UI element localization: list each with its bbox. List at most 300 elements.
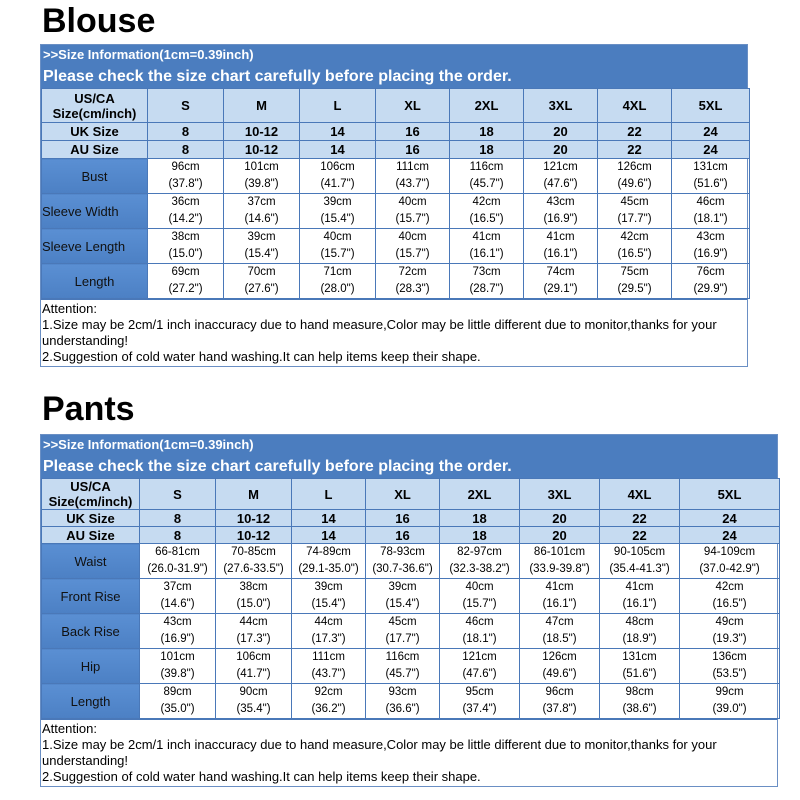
inch-value: (32.3-38.2") [449,563,510,575]
measure-cell [140,579,216,614]
table-row [42,579,780,614]
measure-cell [680,544,780,579]
inch-value: (15.7") [395,213,430,225]
cm-value: 116cm [469,161,504,173]
measure-cell [376,264,450,299]
au-size-value: 16 [366,527,440,544]
size-info-text: >>Size Information(1cm=0.39inch) [43,47,254,62]
table-row [42,159,750,194]
cm-value: 121cm [462,651,497,663]
measure-cell [440,649,520,684]
cm-value: 131cm [693,161,728,173]
measure-cell [376,194,450,229]
inch-value: (29.9") [693,283,728,295]
inch-value: (19.3") [712,633,747,645]
size-header: S [140,479,216,510]
size-header: L [300,89,376,123]
measure-label: Length [42,264,148,299]
uk-size-value: 8 [140,510,216,527]
cm-value: 111cm [396,161,429,173]
uk-size-value: 22 [598,123,672,141]
table-row [42,264,750,299]
inch-value: (33.9-39.8") [529,563,590,575]
cm-value: 47cm [545,616,574,628]
size-info-banner [41,45,747,88]
cm-value: 136cm [712,651,747,663]
header-label: US/CA Size(cm/inch) [42,479,140,510]
size-header: 4XL [598,89,672,123]
attention-line: 2.Suggestion of cold water hand washing.It can help items keep their shape. [42,349,481,364]
cm-value: 95cm [465,686,494,698]
inch-value: (18.5") [542,633,577,645]
cm-value: 93cm [388,686,417,698]
measure-cell [672,194,750,229]
cm-value: 99cm [715,686,744,698]
measure-cell [148,264,224,299]
pants-size-chart [40,434,778,787]
inch-value: (51.6") [622,668,657,680]
measure-cell [300,229,376,264]
attention-line: Attention: [42,721,97,736]
cm-value: 116cm [385,651,420,663]
measure-cell [376,229,450,264]
measure-cell [366,544,440,579]
measure-cell [672,229,750,264]
measure-cell [140,649,216,684]
notice-text: Please check the size chart carefully before placing the order. [43,68,512,85]
measure-label: Back Rise [42,614,140,649]
measure-cell [440,614,520,649]
inch-value: (18.1") [462,633,497,645]
cm-value: 106cm [236,651,271,663]
cm-value: 38cm [171,231,200,243]
cm-value: 49cm [715,616,744,628]
inch-value: (43.7") [311,668,346,680]
measure-cell [140,544,216,579]
inch-value: (15.4") [311,598,346,610]
au-size-value: 16 [376,141,450,159]
measure-cell [520,614,600,649]
inch-value: (47.6") [462,668,497,680]
inch-value: (39.8") [160,668,195,680]
measure-cell [216,649,292,684]
uk-size-value: 10-12 [216,510,292,527]
inch-value: (39.8") [244,178,279,190]
inch-value: (15.4") [244,248,279,260]
cm-value: 42cm [715,581,744,593]
inch-value: (16.1") [622,598,657,610]
measure-cell [292,649,366,684]
inch-value: (30.7-36.6") [372,563,433,575]
au-size-value: 14 [300,141,376,159]
inch-value: (17.3") [311,633,346,645]
measure-cell [366,649,440,684]
inch-value: (16.1") [543,248,578,260]
inch-value: (36.6") [385,703,420,715]
inch-value: (27.6-33.5") [223,563,284,575]
au-size-value: 24 [672,141,750,159]
uk-size-value: 10-12 [224,123,300,141]
inch-value: (26.0-31.9") [147,563,208,575]
inch-value: (15.7") [462,598,497,610]
uk-size-label: UK Size [42,510,140,527]
cm-value: 75cm [620,266,649,278]
cm-value: 41cm [472,231,501,243]
cm-value: 40cm [398,231,427,243]
cm-value: 70cm [247,266,276,278]
cm-value: 39cm [314,581,343,593]
table-row [42,614,780,649]
header-label: US/CA Size(cm/inch) [42,89,148,123]
cm-value: 37cm [163,581,192,593]
measure-cell [300,159,376,194]
inch-value: (53.5") [712,668,747,680]
measure-cell [520,579,600,614]
au-size-value: 8 [148,141,224,159]
au-size-value: 18 [450,141,524,159]
inch-value: (16.9") [543,213,578,225]
cm-value: 41cm [545,581,574,593]
measure-label: Front Rise [42,579,140,614]
cm-value: 46cm [465,616,494,628]
uk-size-value: 24 [672,123,750,141]
measure-cell [366,579,440,614]
cm-value: 40cm [323,231,352,243]
measure-cell [292,579,366,614]
table-row [42,194,750,229]
au-size-label: AU Size [42,527,140,544]
inch-value: (16.5") [617,248,652,260]
au-size-label: AU Size [42,141,148,159]
inch-value: (49.6") [542,668,577,680]
cm-value: 44cm [314,616,343,628]
au-size-value: 14 [292,527,366,544]
measure-cell [292,614,366,649]
measure-cell [600,614,680,649]
measure-label: Waist [42,544,140,579]
attention-line: 1.Size may be 2cm/1 inch inaccuracy due to hand measure,Color may be little different due to monitor,thanks for your understanding! [42,317,717,348]
inch-value: (14.2") [168,213,203,225]
measure-cell [440,579,520,614]
inch-value: (43.7") [395,178,430,190]
measure-label: Sleeve Width [42,194,148,229]
attention-line: Attention: [42,301,97,316]
inch-value: (15.0") [236,598,271,610]
au-size-value: 22 [598,141,672,159]
cm-value: 74cm [546,266,575,278]
blouse-title: Blouse [42,2,156,40]
measure-cell [224,264,300,299]
cm-value: 106cm [320,161,355,173]
inch-value: (16.9") [693,248,728,260]
inch-value: (37.0-42.9") [699,563,760,575]
uk-size-value: 14 [300,123,376,141]
inch-value: (27.2") [168,283,203,295]
measure-cell [224,229,300,264]
measure-cell [524,229,598,264]
cm-value: 92cm [314,686,343,698]
cm-value: 90-105cm [613,546,666,558]
size-header: 3XL [524,89,598,123]
measure-cell [520,684,600,719]
inch-value: (14.6") [160,598,195,610]
cm-value: 44cm [239,616,268,628]
uk-size-value: 20 [524,123,598,141]
inch-value: (29.1-35.0") [298,563,359,575]
cm-value: 42cm [620,231,649,243]
cm-value: 96cm [545,686,574,698]
uk-size-value: 22 [600,510,680,527]
inch-value: (47.6") [543,178,578,190]
cm-value: 78-93cm [380,546,425,558]
cm-value: 94-109cm [703,546,756,558]
measure-cell [680,649,780,684]
size-info-text: >>Size Information(1cm=0.39inch) [43,437,254,452]
size-header: 3XL [520,479,600,510]
cm-value: 126cm [617,161,652,173]
cm-value: 71cm [323,266,352,278]
measure-cell [224,159,300,194]
cm-value: 74-89cm [306,546,351,558]
uk-size-value: 18 [450,123,524,141]
cm-value: 72cm [398,266,427,278]
measure-cell [672,159,750,194]
size-header: 2XL [450,89,524,123]
cm-value: 36cm [171,196,200,208]
size-info-banner [41,435,777,478]
measure-cell [680,614,780,649]
cm-value: 41cm [546,231,575,243]
measure-cell [600,649,680,684]
inch-value: (29.1") [543,283,578,295]
inch-value: (14.6") [244,213,279,225]
measure-cell [598,194,672,229]
measure-cell [148,159,224,194]
measure-label: Sleeve Length [42,229,148,264]
cm-value: 89cm [163,686,192,698]
cm-value: 39cm [323,196,352,208]
uk-size-value: 16 [366,510,440,527]
cm-value: 45cm [388,616,417,628]
measure-cell [148,229,224,264]
inch-value: (17.7") [617,213,652,225]
table-row [42,649,780,684]
size-header: M [224,89,300,123]
table-row [42,544,780,579]
inch-value: (15.0") [168,248,203,260]
cm-value: 43cm [546,196,575,208]
uk-size-value: 20 [520,510,600,527]
inch-value: (29.5") [617,283,652,295]
inch-value: (27.6") [244,283,279,295]
inch-value: (41.7") [236,668,271,680]
uk-size-value: 18 [440,510,520,527]
cm-value: 39cm [388,581,417,593]
inch-value: (15.4") [385,598,420,610]
size-header: XL [376,89,450,123]
attention-line: 2.Suggestion of cold water hand washing.It can help items keep their shape. [42,769,481,784]
measure-cell [140,684,216,719]
inch-value: (16.1") [469,248,504,260]
inch-value: (37.4") [462,703,497,715]
size-header: 4XL [600,479,680,510]
cm-value: 42cm [472,196,501,208]
cm-value: 37cm [247,196,276,208]
pants-title: Pants [42,390,135,428]
cm-value: 45cm [620,196,649,208]
measure-cell [450,229,524,264]
measure-cell [680,684,780,719]
inch-value: (28.0") [320,283,355,295]
inch-value: (37.8") [542,703,577,715]
size-table [41,478,780,719]
measure-cell [216,614,292,649]
measure-cell [300,264,376,299]
measure-cell [600,579,680,614]
cm-value: 101cm [244,161,279,173]
inch-value: (16.5") [469,213,504,225]
cm-value: 73cm [472,266,501,278]
attention-line: 1.Size may be 2cm/1 inch inaccuracy due to hand measure,Color may be little different due to monitor,thanks for your understanding! [42,737,717,768]
measure-cell [216,579,292,614]
measure-cell [376,159,450,194]
size-header: L [292,479,366,510]
measure-cell [440,544,520,579]
measure-cell [216,544,292,579]
measure-cell [450,159,524,194]
cm-value: 70-85cm [231,546,276,558]
size-table [41,88,750,299]
measure-cell [148,194,224,229]
size-header: XL [366,479,440,510]
measure-cell [598,264,672,299]
cm-value: 76cm [696,266,725,278]
blouse-size-chart [40,44,748,367]
uk-size-value: 24 [680,510,780,527]
inch-value: (15.4") [320,213,355,225]
cm-value: 126cm [542,651,577,663]
uk-size-label: UK Size [42,123,148,141]
cm-value: 40cm [465,581,494,593]
measure-cell [600,684,680,719]
measure-cell [216,684,292,719]
measure-cell [524,159,598,194]
inch-value: (15.7") [395,248,430,260]
measure-cell [450,264,524,299]
cm-value: 111cm [312,651,345,663]
inch-value: (18.1") [693,213,728,225]
measure-label: Length [42,684,140,719]
cm-value: 41cm [625,581,654,593]
size-header: 2XL [440,479,520,510]
uk-size-value: 8 [148,123,224,141]
measure-label: Hip [42,649,140,684]
measure-cell [140,614,216,649]
cm-value: 101cm [160,651,195,663]
notice-text: Please check the size chart carefully before placing the order. [43,458,512,475]
inch-value: (15.7") [320,248,355,260]
measure-cell [440,684,520,719]
inch-value: (49.6") [617,178,652,190]
inch-value: (39.0") [712,703,747,715]
cm-value: 40cm [398,196,427,208]
measure-cell [598,159,672,194]
inch-value: (51.6") [693,178,728,190]
inch-value: (16.1") [542,598,577,610]
inch-value: (35.0") [160,703,195,715]
size-header: M [216,479,292,510]
inch-value: (36.2") [311,703,346,715]
measure-cell [598,229,672,264]
au-size-value: 10-12 [216,527,292,544]
measure-cell [366,614,440,649]
inch-value: (17.3") [236,633,271,645]
au-size-value: 22 [600,527,680,544]
cm-value: 86-101cm [533,546,586,558]
measure-cell [300,194,376,229]
uk-size-value: 14 [292,510,366,527]
au-size-value: 8 [140,527,216,544]
measure-cell [292,684,366,719]
cm-value: 46cm [696,196,725,208]
cm-value: 131cm [622,651,657,663]
inch-value: (41.7") [320,178,355,190]
size-header: S [148,89,224,123]
cm-value: 66-81cm [155,546,200,558]
measure-cell [524,194,598,229]
measure-cell [520,544,600,579]
inch-value: (35.4-41.3") [609,563,670,575]
inch-value: (35.4") [236,703,271,715]
size-header: 5XL [672,89,750,123]
cm-value: 121cm [543,161,578,173]
cm-value: 38cm [239,581,268,593]
uk-size-value: 16 [376,123,450,141]
cm-value: 82-97cm [457,546,502,558]
au-size-value: 24 [680,527,780,544]
au-size-value: 20 [524,141,598,159]
measure-cell [600,544,680,579]
measure-cell [520,649,600,684]
measure-cell [672,264,750,299]
inch-value: (16.5") [712,598,747,610]
inch-value: (18.9") [622,633,657,645]
inch-value: (28.3") [395,283,430,295]
inch-value: (37.8") [168,178,203,190]
cm-value: 39cm [247,231,276,243]
size-header: 5XL [680,479,780,510]
inch-value: (16.9") [160,633,195,645]
cm-value: 69cm [171,266,200,278]
measure-cell [450,194,524,229]
au-size-value: 18 [440,527,520,544]
inch-value: (17.7") [385,633,420,645]
measure-cell [224,194,300,229]
measure-cell [680,579,780,614]
inch-value: (28.7") [469,283,504,295]
measure-cell [292,544,366,579]
measure-cell [524,264,598,299]
cm-value: 48cm [625,616,654,628]
measure-cell [366,684,440,719]
cm-value: 90cm [239,686,268,698]
table-row [42,229,750,264]
cm-value: 96cm [171,161,200,173]
attention-notes [41,299,747,366]
cm-value: 98cm [625,686,654,698]
inch-value: (45.7") [385,668,420,680]
table-row [42,684,780,719]
